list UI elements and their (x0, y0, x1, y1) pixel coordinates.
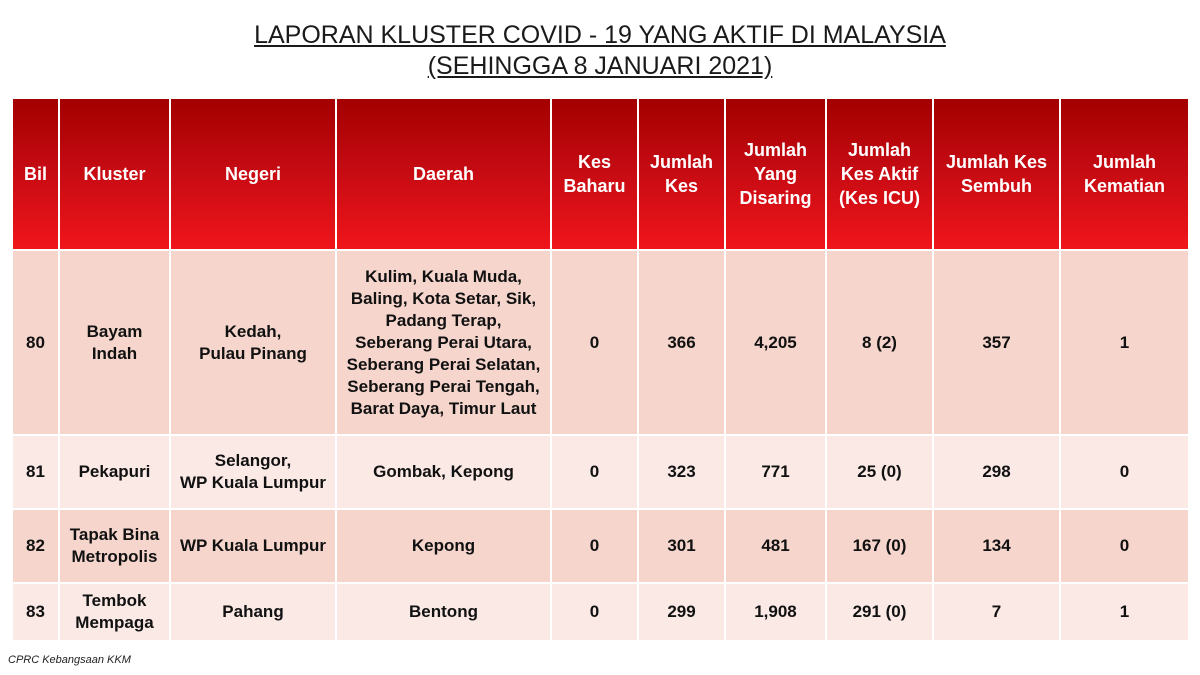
cell-kes-aktif: 291 (0) (826, 583, 933, 641)
title-line-1: LAPORAN KLUSTER COVID - 19 YANG AKTIF DI MALAYSIA (254, 21, 946, 49)
cell-kluster (59, 250, 170, 435)
cell-kes-aktif: 25 (0) (826, 435, 933, 509)
cell-negeri (170, 509, 336, 583)
table-row (12, 250, 1189, 435)
cell-bil: 83 (12, 583, 59, 641)
table-row (12, 509, 1189, 583)
header-kes-aktif (826, 98, 933, 250)
cell-text-line: Pekapuri (78, 462, 151, 481)
cell-text-line: Seberang Perai Tengah, (347, 376, 540, 396)
cell-daerah (336, 583, 551, 641)
table-row (12, 583, 1189, 641)
table-body (12, 250, 1189, 641)
cell-text-line: Kulim, Kuala Muda, (365, 266, 522, 286)
header-kes-baharu (551, 98, 638, 250)
cell-kematian: 1 (1060, 250, 1189, 435)
header-text-line: Jumlah (743, 140, 808, 160)
cell-negeri (170, 250, 336, 435)
cell-kes-aktif: 8 (2) (826, 250, 933, 435)
cell-daerah (336, 250, 551, 435)
cell-daerah (336, 435, 551, 509)
cell-text-line: Kedah, (224, 321, 282, 341)
header-text-line: Kes Aktif (840, 164, 919, 184)
cell-kematian: 1 (1060, 583, 1189, 641)
source-credit: CPRC Kebangsaan KKM (8, 654, 131, 666)
cell-jumlah-kes: 299 (638, 583, 725, 641)
cell-text-line: WP Kuala Lumpur (179, 473, 327, 492)
title-line-2: (SEHINGGA 8 JANUARI 2021) (427, 52, 773, 80)
header-bil (12, 98, 59, 250)
cell-jumlah-disaring: 1,908 (725, 583, 826, 641)
table-header-row (12, 98, 1189, 250)
cell-text-line: Seberang Perai Utara, (355, 332, 532, 352)
header-kematian (1060, 98, 1189, 250)
cell-bil: 80 (12, 250, 59, 435)
cell-text-line: Selangor, (214, 451, 292, 470)
header-text-line: Yang (753, 164, 797, 184)
cell-text-line: Mempaga (75, 613, 154, 632)
cell-text-line: Seberang Perai Selatan, (346, 354, 541, 374)
cell-text-line: Tapak Bina (69, 525, 160, 544)
cell-jumlah-disaring: 4,205 (725, 250, 826, 435)
cell-kluster (59, 583, 170, 641)
cell-bil: 82 (12, 509, 59, 583)
table-row (12, 435, 1189, 509)
cell-text-line: Baling, Kota Setar, Sik, (350, 288, 537, 308)
header-text-line: Jumlah Kes (945, 152, 1048, 172)
cell-text-line: Gombak, Kepong (373, 462, 514, 481)
cell-text-line: Indah (91, 343, 138, 363)
header-text-line: (Kes ICU) (838, 188, 920, 208)
cell-text-line: Bentong (409, 602, 478, 621)
cell-kes-baharu: 0 (551, 435, 638, 509)
cell-text-line: Pahang (222, 602, 284, 621)
cell-negeri (170, 435, 336, 509)
header-text-line: Disaring (739, 188, 812, 208)
header-text-line: Kematian (1083, 176, 1166, 196)
header-text-line: Kluster (83, 164, 146, 184)
header-jumlah-disaring (725, 98, 826, 250)
cell-kematian: 0 (1060, 509, 1189, 583)
cell-jumlah-disaring: 481 (725, 509, 826, 583)
cell-kes-aktif: 167 (0) (826, 509, 933, 583)
cell-kes-sembuh: 298 (933, 435, 1060, 509)
header-daerah (336, 98, 551, 250)
header-kluster (59, 98, 170, 250)
cell-daerah (336, 509, 551, 583)
cell-text-line: Pulau Pinang (199, 343, 307, 363)
cell-negeri (170, 583, 336, 641)
header-negeri (170, 98, 336, 250)
cell-jumlah-kes: 323 (638, 435, 725, 509)
header-text-line: Sembuh (960, 176, 1032, 196)
cell-kes-sembuh: 134 (933, 509, 1060, 583)
cell-kes-sembuh: 7 (933, 583, 1060, 641)
header-kes-sembuh (933, 98, 1060, 250)
cell-text-line: Tembok (82, 591, 147, 610)
cell-kes-baharu: 0 (551, 250, 638, 435)
cell-jumlah-kes: 366 (638, 250, 725, 435)
header-text-line: Jumlah (1092, 152, 1157, 172)
cell-text-line: WP Kuala Lumpur (179, 536, 327, 555)
cluster-table (11, 97, 1190, 642)
cell-kluster (59, 509, 170, 583)
header-text-line: Kes (664, 176, 699, 196)
header-text-line: Bil (23, 164, 47, 184)
cell-jumlah-kes: 301 (638, 509, 725, 583)
cell-kematian: 0 (1060, 435, 1189, 509)
header-text-line: Baharu (563, 176, 626, 196)
cell-jumlah-disaring: 771 (725, 435, 826, 509)
cell-text-line: Bayam (86, 321, 143, 341)
cell-kes-baharu: 0 (551, 509, 638, 583)
cell-text-line: Kepong (411, 536, 476, 555)
report-title (0, 20, 1200, 82)
cell-bil: 81 (12, 435, 59, 509)
cell-text-line: Metropolis (71, 547, 158, 566)
header-text-line: Jumlah (847, 140, 912, 160)
header-text-line: Kes (577, 152, 612, 172)
cell-kluster (59, 435, 170, 509)
header-jumlah-kes (638, 98, 725, 250)
header-text-line: Jumlah (649, 152, 714, 172)
cell-text-line: Padang Terap, (385, 310, 502, 330)
cell-kes-sembuh: 357 (933, 250, 1060, 435)
header-text-line: Daerah (412, 164, 475, 184)
header-text-line: Negeri (224, 164, 282, 184)
cell-text-line: Barat Daya, Timur Laut (350, 398, 537, 418)
cell-kes-baharu: 0 (551, 583, 638, 641)
